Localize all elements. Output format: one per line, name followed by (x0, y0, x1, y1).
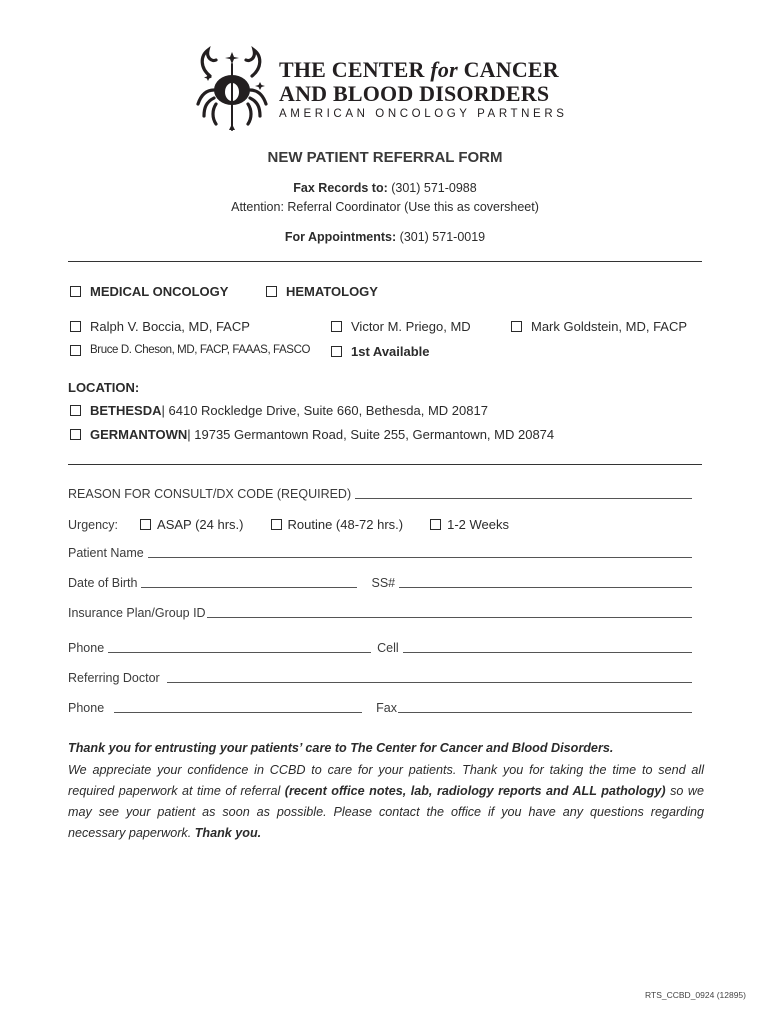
thank-you-heading: Thank you for entrusting your patients’ care to The Center for Cancer and Blood Disorders. (68, 741, 614, 755)
fax-input-line[interactable] (398, 702, 692, 713)
phone-input-line[interactable] (108, 642, 371, 653)
phone2-input-line[interactable] (114, 702, 362, 713)
checkbox-icon[interactable] (70, 429, 81, 440)
checkbox-icon[interactable] (140, 519, 151, 530)
reason-field[interactable]: REASON FOR CONSULT/DX CODE (REQUIRED) (68, 487, 692, 501)
checkbox-icon[interactable] (511, 321, 522, 332)
appointments-line: For Appointments: (301) 571-0019 (284, 230, 486, 244)
checkbox-hematology[interactable]: HEMATOLOGY (266, 284, 378, 299)
dob-input-line[interactable] (141, 577, 357, 588)
org-tagline: AMERICAN ONCOLOGY PARTNERS (279, 108, 568, 120)
checkbox-doctor-cheson[interactable]: Bruce D. Cheson, MD, FACP, FAAAS, FASCO (70, 344, 310, 356)
fax-records-line: Fax Records to: (301) 571-0988 (293, 181, 477, 195)
form-title: NEW PATIENT REFERRAL FORM (267, 149, 503, 166)
checkbox-icon[interactable] (70, 321, 81, 332)
urgency-row: Urgency: ASAP (24 hrs.) Routine (48-72 hrs.) 1-2 Weeks (68, 517, 510, 532)
crab-logo-icon (194, 46, 272, 132)
insurance-field[interactable]: Insurance Plan/Group ID (68, 606, 692, 620)
checkbox-icon[interactable] (331, 346, 342, 357)
checkbox-icon[interactable] (271, 519, 282, 530)
patient-name-field[interactable]: Patient Name (68, 546, 692, 560)
referring-doctor-input-line[interactable] (167, 672, 692, 683)
reason-input-line[interactable] (355, 488, 692, 499)
cell-input-line[interactable] (403, 642, 692, 653)
org-name-line2: AND BLOOD DISORDERS (279, 81, 550, 106)
checkbox-urgency-routine[interactable]: Routine (48-72 hrs.) (271, 517, 404, 532)
ssn-input-line[interactable] (399, 577, 692, 588)
attention-line: Attention: Referral Coordinator (Use this as coversheet) (231, 200, 539, 214)
checkbox-icon[interactable] (70, 345, 81, 356)
dob-ssn-row[interactable]: Date of Birth SS# (68, 576, 692, 590)
checkbox-icon[interactable] (70, 405, 81, 416)
checkbox-urgency-asap[interactable]: ASAP (24 hrs.) (140, 517, 243, 532)
patient-name-input-line[interactable] (148, 547, 692, 558)
checkbox-urgency-weeks[interactable]: 1-2 Weeks (430, 517, 509, 532)
checkbox-icon[interactable] (70, 286, 81, 297)
checkbox-location-germantown[interactable]: GERMANTOWN | 19735 Germantown Road, Suite 255, Germantown, MD 20874 (70, 427, 554, 442)
appreciation-paragraph: We appreciate your confidence in CCBD to care for your patients. Thank you for taking the time to send all required paperwork at time of referral (recent office notes, lab, radiology reports and ALL pathology) so we may see your patient as soon as possible. Please contact the office if you have any questions regarding necessary paperwork. Thank you. (68, 763, 705, 840)
referring-doctor-field[interactable]: Referring Doctor (68, 671, 692, 685)
location-label: LOCATION: (68, 380, 140, 395)
phone-cell-row[interactable]: Phone Cell (68, 641, 692, 655)
insurance-input-line[interactable] (207, 607, 692, 618)
checkbox-location-bethesda[interactable]: BETHESDA | 6410 Rockledge Drive, Suite 660, Bethesda, MD 20817 (70, 403, 488, 418)
checkbox-icon[interactable] (430, 519, 441, 530)
divider (68, 261, 702, 262)
checkbox-icon[interactable] (331, 321, 342, 332)
checkbox-medical-oncology[interactable]: MEDICAL ONCOLOGY (70, 284, 228, 299)
checkbox-first-available[interactable]: 1st Available (331, 344, 430, 359)
checkbox-icon[interactable] (266, 286, 277, 297)
form-code: RTS_CCBD_0924 (12895) (645, 990, 746, 1000)
checkbox-doctor-priego[interactable]: Victor M. Priego, MD (331, 319, 471, 334)
phone-fax-row[interactable]: Phone Fax (68, 701, 692, 715)
checkbox-doctor-boccia[interactable]: Ralph V. Boccia, MD, FACP (70, 319, 250, 334)
divider (68, 464, 702, 465)
org-name-line1: THE CENTER for CANCER (279, 57, 559, 82)
checkbox-doctor-goldstein[interactable]: Mark Goldstein, MD, FACP (511, 319, 687, 334)
